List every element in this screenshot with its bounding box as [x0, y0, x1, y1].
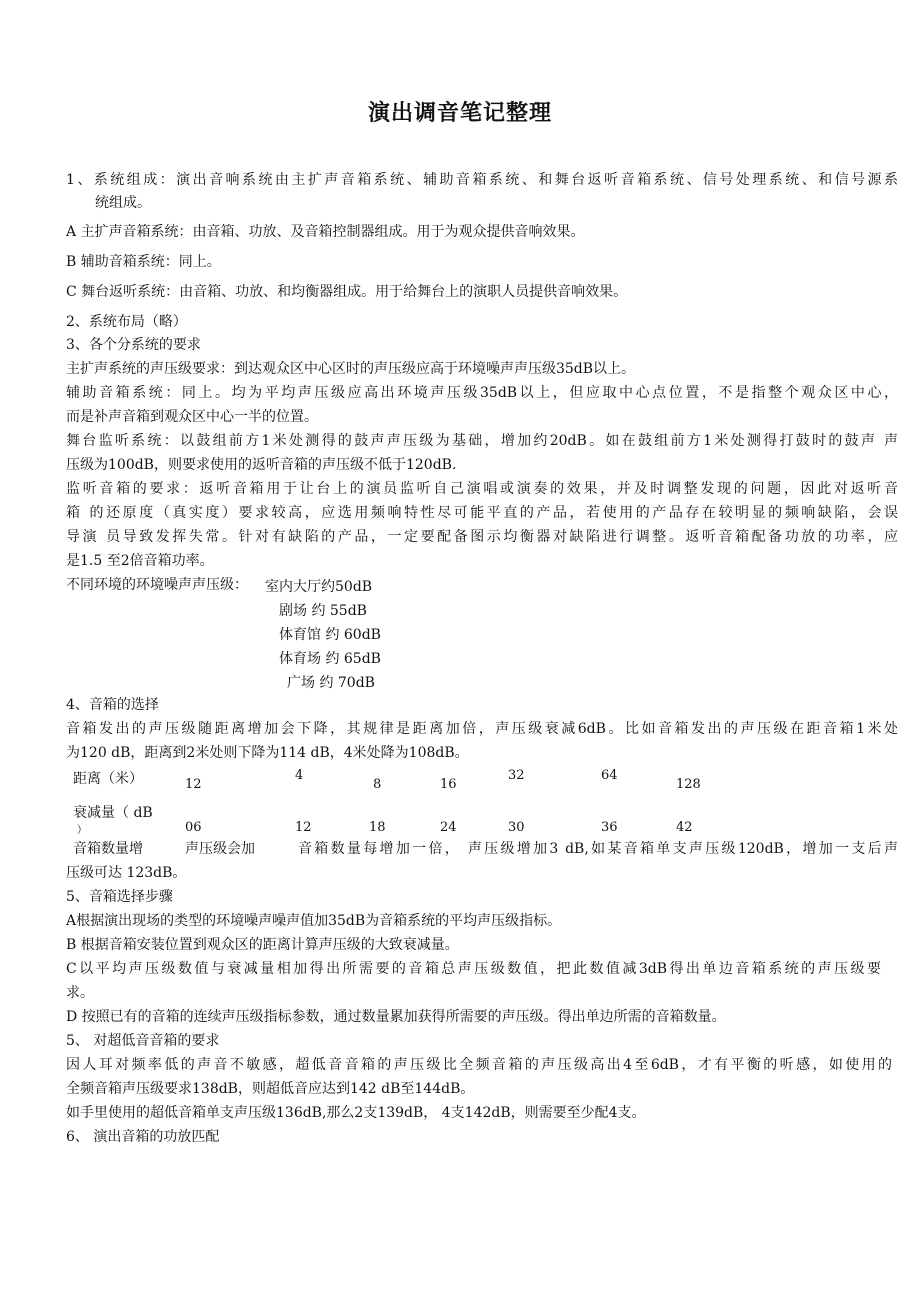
section5-step-a: A根据演出现场的类型的环境噪声噪声值加35dB为音箱系统的平均声压级指标。 [66, 913, 562, 929]
distance-value: 32 [508, 768, 525, 783]
attenuation-value: 30 [508, 820, 525, 835]
subwoofer-text-2: 全频音箱声压级要求138dB，则超低音应达到142 dB至144dB。 [66, 1081, 475, 1097]
noise-level: 剧场 约 55dB [279, 603, 367, 619]
section5-heading: 5、音箱选择步骤 [66, 889, 173, 905]
attenuation-value: 36 [601, 820, 618, 835]
noise-level: 广场 约 70dB [287, 675, 375, 691]
count-rule-c: 音箱数量每增加一倍， 声压级增加3 dB,如某音箱单支声压级120dB，增加一支后声 [298, 841, 898, 857]
distance-value: 4 [295, 768, 304, 783]
section5-step-b: B 根据音箱安装位置到观众区的距离计算声压级的大致衰减量。 [66, 937, 459, 953]
attenuation-value: 24 [440, 820, 457, 835]
subwoofer-text-3: 如手里使用的超低音箱单支声压级136dB,那么2支139dB， 4支142dB，则需要至少配4支。 [66, 1105, 646, 1121]
page-title: 演出调音笔记整理 [367, 100, 552, 126]
distance-value: 8 [373, 777, 382, 792]
section1-line1: 1、系统组成：演出音响系统由主扩声音箱系统、辅助音箱系统、和舞台返听音箱系统、信号处理系统、和信号源系 [66, 172, 898, 188]
section6-heading: 6、 演出音箱的功放匹配 [66, 1129, 220, 1145]
section5-step-c1: C以平均声压级数值与衰减量相加得出所需要的音箱总声压级数值，把此数值减3dB得出单边音箱系统的声压级要 [66, 961, 881, 977]
attenuation-value: 06 [185, 820, 202, 835]
noise-level: 室内大厅约50dB [265, 579, 373, 595]
section3-monitor-3: 导演 员导致发挥失常。针对有缺陷的产品，一定要配备图示均衡器对缺陷进行调整。返听音箱配备功放的功率，应 [66, 529, 898, 545]
count-rule-a: 音箱数量增 [73, 841, 143, 857]
section4-heading: 4、音箱的选择 [66, 697, 159, 713]
distance-value: 64 [601, 768, 618, 783]
attenuation-value: 42 [676, 820, 693, 835]
noise-level: 体育馆 约 60dB [279, 627, 381, 643]
section1-item-c: C 舞台返听系统：由音箱、功放、和均衡器组成。用于给舞台上的演职人员提供音响效果。 [66, 284, 628, 300]
distance-value: 128 [676, 777, 701, 792]
section3-aux-2: 而是补声音箱到观众区中心一半的位置。 [66, 409, 318, 425]
subwoofer-heading: 5、 对超低音音箱的要求 [66, 1033, 220, 1049]
section1-item-b: B 辅助音箱系统：同上。 [66, 254, 221, 270]
section4-text-1: 音箱发出的声压级随距离增加会下降，其规律是距离加倍，声压级衰减6dB。比如音箱发出的声压级在距音箱1米处 [66, 721, 898, 737]
subwoofer-text-1: 因人耳对频率低的声音不敏感，超低音音箱的声压级比全频音箱的声压级高出4至6dB，才有平衡的听感，如使用的 [66, 1057, 892, 1073]
attenuation-label: 衰减量（ dB [73, 805, 153, 821]
section3-stage-2: 压级为100dB，则要求使用的返听音箱的声压级不低于120dB. [66, 457, 457, 473]
section2-heading: 2、系统布局（略） [66, 314, 187, 330]
section3-aux-1: 辅助音箱系统：同上。均为平均声压级应高出环境声压级35dB以上，但应取中心点位置，不是指整个观众区中心， [66, 385, 898, 401]
noise-level: 体育场 约 65dB [279, 651, 381, 667]
section3-monitor-1: 监听音箱的要求：返听音箱用于让台上的演员监听自己演唱或演奏的效果，并及时调整发现的问题，因此对返听音 [66, 481, 898, 497]
distance-value: 16 [440, 777, 457, 792]
attenuation-value: 12 [295, 820, 312, 835]
count-rule-b: 声压级会加 [185, 841, 255, 857]
count-rule-2: 压级可达 123dB。 [66, 865, 187, 881]
section5-step-c2: 求。 [66, 985, 94, 1001]
section4-text-2: 为120 dB，距离到2米处则下降为114 dB，4米处降为108dB。 [66, 745, 469, 761]
section5-step-d: D 按照已有的音箱的连续声压级指标参数，通过数量累加获得所需要的声压级。得出单边所需的音箱数量。 [66, 1009, 726, 1025]
distance-value: 12 [185, 777, 202, 792]
distance-label: 距离（米） [73, 771, 143, 787]
noise-label: 不同环境的环境噪声声压级： [66, 577, 248, 593]
section3-stage-1: 舞台监听系统：以鼓组前方1米处测得的鼓声声压级为基础，增加约20dB。如在鼓组前方1米处测得打鼓时的鼓声 声 [66, 433, 898, 449]
section1-item-a: A 主扩声音箱系统：由音箱、功放、及音箱控制器组成。用于为观众提供音响效果。 [66, 224, 585, 240]
section3-main: 主扩声系统的声压级要求：到达观众区中心区时的声压级应高于环境噪声声压级35dB以上。 [66, 361, 636, 377]
section3-heading: 3、各个分系统的要求 [66, 337, 201, 353]
attenuation-value: 18 [369, 820, 386, 835]
section3-monitor-2: 箱 的还原度（真实度）要求较高，应选用频响特性尽可能平直的产品，若使用的产品存在较明显的频响缺陷，会误 [66, 505, 898, 521]
attenuation-label-close: ） [77, 825, 87, 836]
section3-monitor-4: 是1.5 至2倍音箱功率。 [66, 553, 214, 569]
section1-line2: 统组成。 [95, 195, 151, 211]
